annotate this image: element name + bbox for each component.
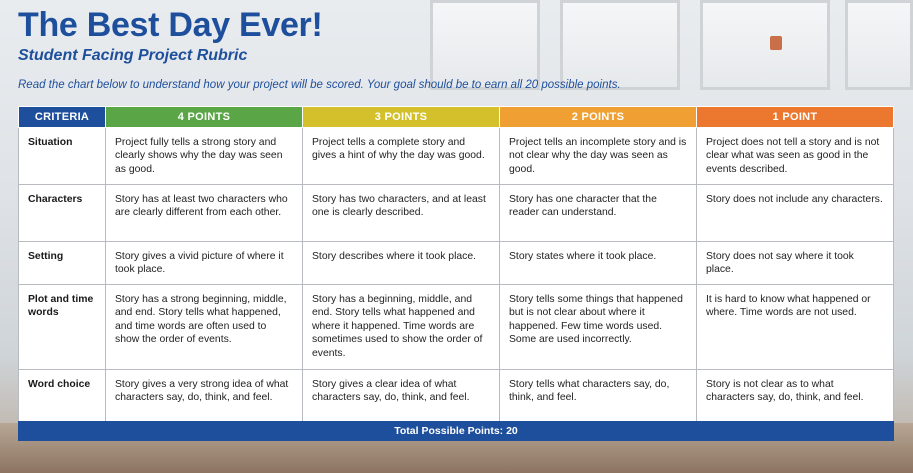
table-row (19, 185, 894, 242)
table-cell: Story has one character that the reader can understand. (500, 185, 697, 242)
table-cell: Story is not clear as to what characters say, do, think, and feel. (697, 370, 894, 427)
table-cell: Project does not tell a story and is not clear what was seen as good in the events described. (697, 128, 894, 185)
table-cell: Story does not say where it took place. (697, 242, 894, 285)
table-cell: Project tells a complete story and gives a hint of why the day was good. (303, 128, 500, 185)
table-cell: Story tells what characters say, do, think, and feel. (500, 370, 697, 427)
background-window (700, 0, 830, 90)
background-window (430, 0, 540, 90)
table-row (19, 370, 894, 427)
table-cell: Project fully tells a strong story and clearly shows why the day was seen as good. (106, 128, 303, 185)
table-cell: Story states where it took place. (500, 242, 697, 285)
table-cell: Story has a strong beginning, middle, and end. Story tells what happened, and time words are often used to show the order of events. (106, 285, 303, 370)
header-2-points: 2 POINTS (500, 107, 697, 128)
rubric-table (18, 106, 894, 427)
criteria-setting: Setting (19, 242, 106, 285)
background-window (560, 0, 680, 90)
table-cell: Story gives a vivid picture of where it took place. (106, 242, 303, 285)
header-1-point: 1 POINT (697, 107, 894, 128)
table-cell: It is hard to know what happened or where. Time words are not used. (697, 285, 894, 370)
page-title: The Best Day Ever! (18, 6, 323, 44)
table-row (19, 128, 894, 185)
table-cell: Project tells an incomplete story and is not clear why the day was seen as good. (500, 128, 697, 185)
table-cell: Story does not include any characters. (697, 185, 894, 242)
table-cell: Story has two characters, and at least one is clearly described. (303, 185, 500, 242)
total-points-bar: Total Possible Points: 20 (18, 421, 894, 441)
table-row (19, 285, 894, 370)
table-cell: Story tells some things that happened but is not clear about where it happened. Few time words used. Some are used incorrectly. (500, 285, 697, 370)
table-row (19, 242, 894, 285)
page-subtitle: Student Facing Project Rubric (18, 47, 248, 64)
criteria-plot-and-time-words: Plot and time words (19, 285, 106, 370)
table-cell: Story has at least two characters who are clearly different from each other. (106, 185, 303, 242)
table-cell: Story has a beginning, middle, and end. Story tells what happened and where it happened. Time words are sometimes used to show the order of events. (303, 285, 500, 370)
criteria-characters: Characters (19, 185, 106, 242)
background-window (845, 0, 913, 90)
criteria-situation: Situation (19, 128, 106, 185)
header (18, 4, 323, 66)
criteria-word-choice: Word choice (19, 370, 106, 427)
table-cell: Story gives a very strong idea of what characters say, do, think, and feel. (106, 370, 303, 427)
table-cell: Story gives a clear idea of what characters say, do, think, and feel. (303, 370, 500, 427)
header-3-points: 3 POINTS (303, 107, 500, 128)
header-criteria: CRITERIA (19, 107, 106, 128)
table-cell: Story describes where it took place. (303, 242, 500, 285)
header-row (19, 107, 894, 128)
intro-text: Read the chart below to understand how your project will be scored. Your goal should be to earn all 20 possible points. (18, 79, 621, 91)
plant-pot-icon (770, 36, 782, 50)
header-4-points: 4 POINTS (106, 107, 303, 128)
